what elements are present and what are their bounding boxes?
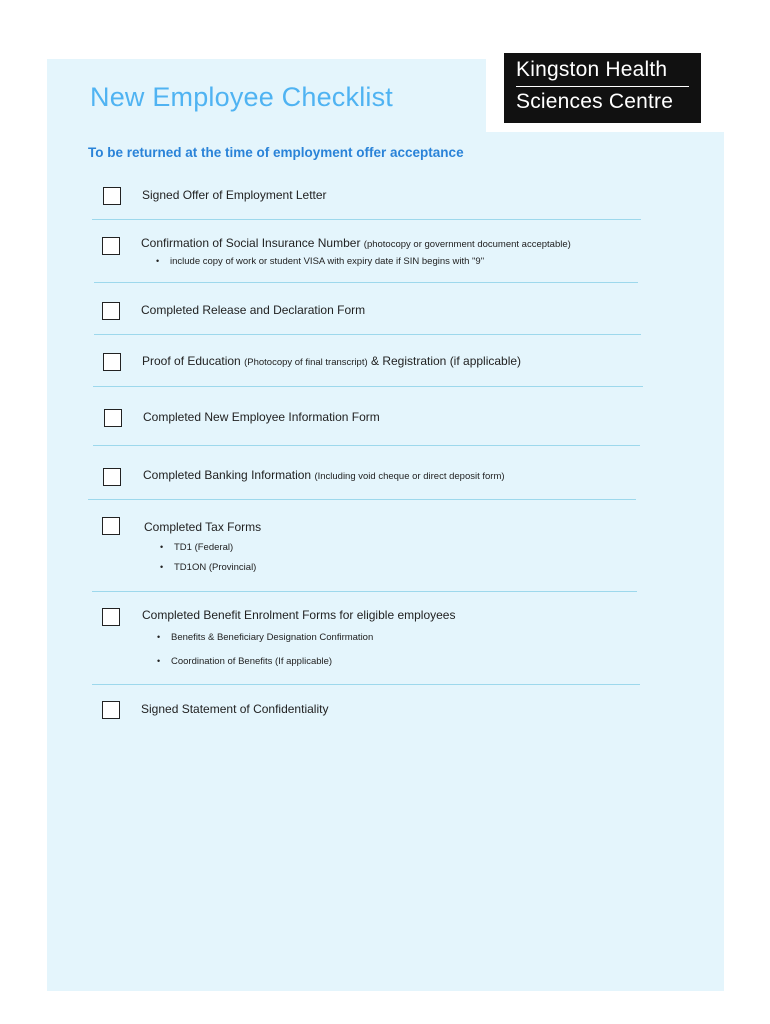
- separator: [94, 334, 641, 335]
- checkbox-offer-letter[interactable]: [103, 187, 121, 205]
- item-suffix: & Registration (if applicable): [370, 354, 522, 368]
- page-subtitle: To be returned at the time of employment offer acceptance: [88, 145, 464, 160]
- separator: [92, 684, 640, 685]
- item-label: Completed Tax Forms: [144, 520, 262, 534]
- checkbox-tax-forms[interactable]: [102, 517, 120, 535]
- checkbox-release-form[interactable]: [102, 302, 120, 320]
- logo-line-1: Kingston Health: [516, 58, 668, 81]
- separator: [94, 282, 638, 283]
- item-note: (photocopy or government document acceptable): [363, 239, 571, 250]
- item-note: (Including void cheque or direct deposit form): [314, 471, 505, 482]
- separator: [93, 386, 643, 387]
- kingston-health-logo: [504, 53, 701, 123]
- logo-line-2: Sciences Centre: [516, 90, 674, 113]
- item-note: (Photocopy of final transcript): [244, 357, 368, 368]
- checkbox-benefits[interactable]: [102, 608, 120, 626]
- page-title: New Employee Checklist: [90, 82, 394, 112]
- separator: [92, 219, 641, 220]
- item-label: Completed Release and Declaration Form: [141, 303, 366, 317]
- separator: [88, 499, 636, 500]
- checkbox-sin[interactable]: [102, 237, 120, 255]
- checkbox-confidentiality[interactable]: [102, 701, 120, 719]
- item-bullet: • include copy of work or student VISA with expiry date if SIN begins with "9": [156, 256, 484, 267]
- item-bullet: • TD1 (Federal): [160, 542, 233, 553]
- item-label-row: [143, 468, 505, 482]
- item-label: Completed Banking Information: [143, 468, 312, 482]
- logo-rule: [516, 86, 689, 87]
- item-bullet: • Coordination of Benefits (If applicable): [157, 656, 332, 667]
- separator: [93, 445, 640, 446]
- checkbox-education[interactable]: [103, 353, 121, 371]
- item-label: Signed Statement of Confidentiality: [141, 702, 329, 716]
- checkbox-banking[interactable]: [103, 468, 121, 486]
- item-label: Confirmation of Social Insurance Number: [141, 236, 361, 250]
- checkbox-info-form[interactable]: [104, 409, 122, 427]
- item-bullet: • TD1ON (Provincial): [160, 562, 256, 573]
- item-label: Completed Benefit Enrolment Forms for eligible employees: [142, 608, 456, 622]
- item-label: Signed Offer of Employment Letter: [142, 188, 327, 202]
- item-label: Completed New Employee Information Form: [143, 410, 380, 424]
- item-label-row: [142, 354, 521, 368]
- item-label-row: [141, 236, 571, 250]
- logo-area: [486, 50, 724, 132]
- separator: [92, 591, 637, 592]
- item-label: Proof of Education: [142, 354, 241, 368]
- item-bullet: • Benefits & Beneficiary Designation Confirmation: [157, 632, 373, 643]
